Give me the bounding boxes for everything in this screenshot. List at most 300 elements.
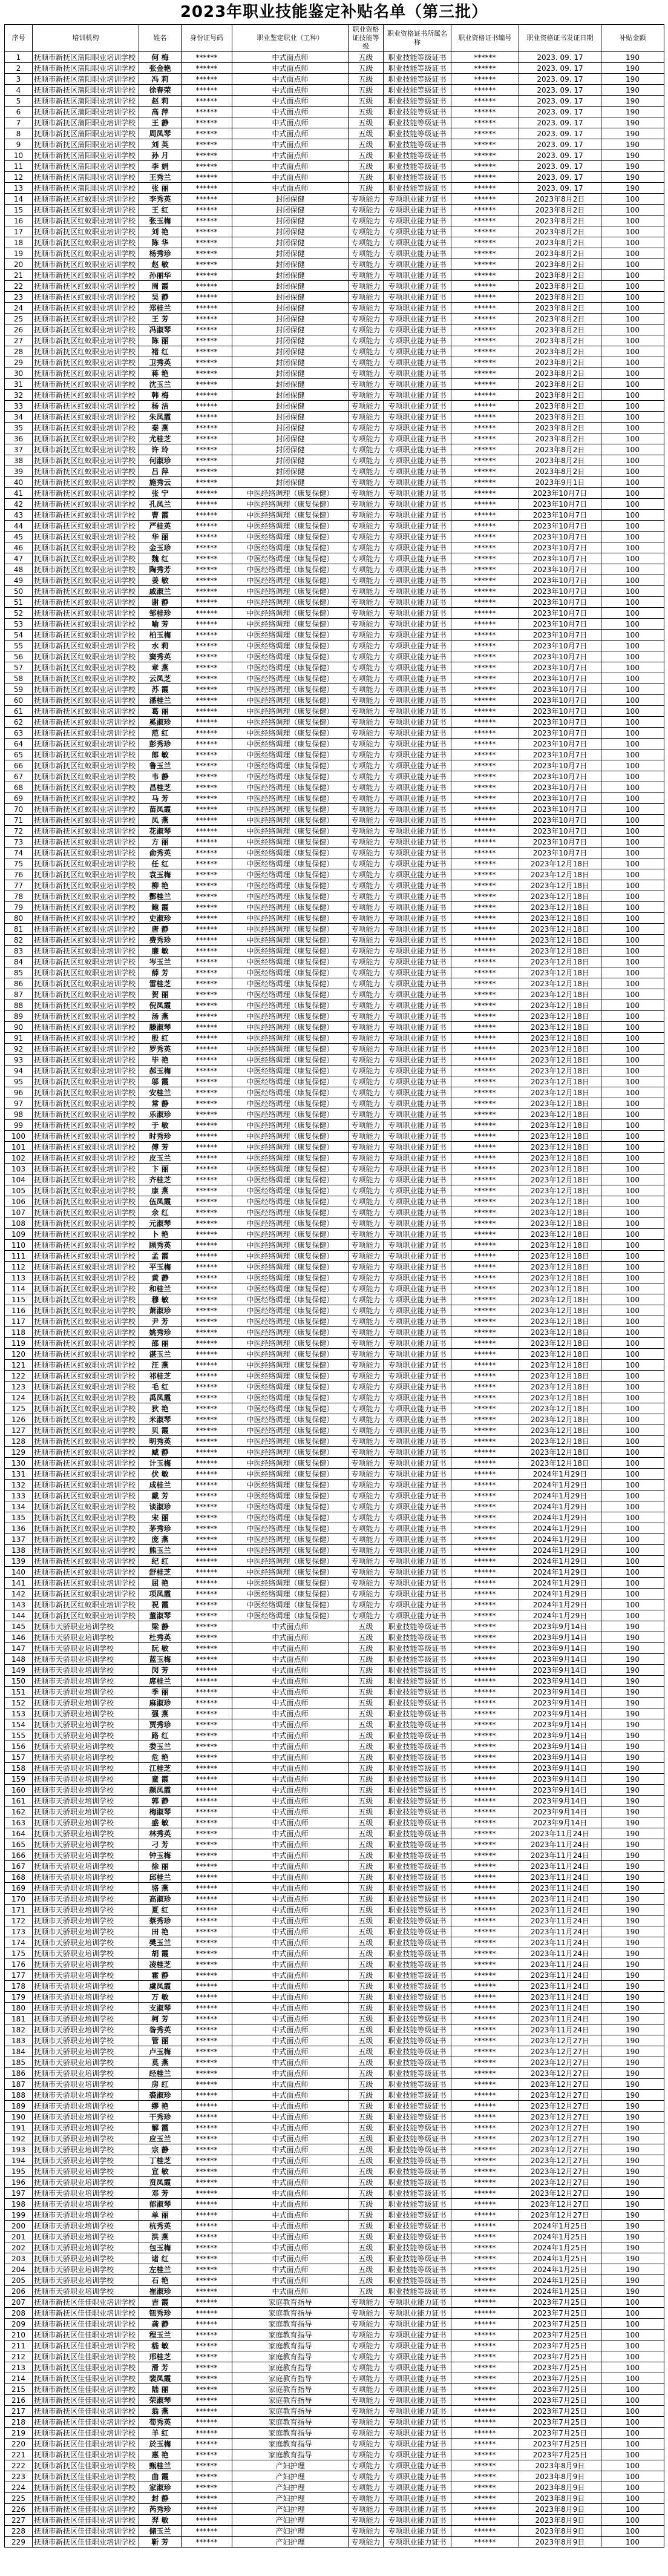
table-cell: 2023年12月27日: [519, 2090, 601, 2101]
table-cell: 家庭教育指导: [232, 2362, 349, 2373]
table-row: [5, 1109, 664, 1120]
table-cell: 2023年12月18日: [519, 1153, 601, 1164]
table-cell: 47: [5, 553, 33, 564]
table-cell: 抚顺市天骄职业培训学校: [33, 2046, 139, 2057]
table-cell: 职业技能等级证书: [384, 2221, 451, 2232]
table-cell: 刘 艳: [139, 226, 182, 237]
table-cell: ******: [182, 346, 232, 357]
table-cell: 荣淑琴: [139, 2395, 182, 2406]
table-cell: 2023年8月2日: [519, 270, 601, 281]
table-cell: 专项能力: [349, 815, 384, 826]
table-cell: 洪 燕: [139, 2232, 182, 2242]
table-cell: ******: [451, 161, 519, 172]
table-cell: 2023年12月18日: [519, 1316, 601, 1327]
table-cell: 于 敏: [139, 1120, 182, 1131]
table-row: [5, 1730, 664, 1741]
table-cell: 专项职业能力证书: [384, 194, 451, 205]
table-cell: 孙丽华: [139, 270, 182, 281]
table-row: [5, 1338, 664, 1349]
table-cell: ******: [451, 608, 519, 619]
table-row: [5, 1436, 664, 1447]
table-cell: ******: [451, 1349, 519, 1360]
table-cell: 2023年12月27日: [519, 2101, 601, 2112]
table-cell: 卫秀英: [139, 357, 182, 368]
table-cell: ******: [182, 1294, 232, 1305]
table-cell: ******: [451, 2482, 519, 2493]
table-cell: ******: [182, 2188, 232, 2199]
table-cell: ******: [451, 1458, 519, 1469]
table-cell: 五级: [349, 1959, 384, 1970]
table-row: [5, 2275, 664, 2286]
table-cell: ******: [451, 1327, 519, 1338]
table-cell: 213: [5, 2362, 33, 2373]
table-cell: 抚顺市新抚区佳佳职业培训学校: [33, 2515, 139, 2526]
table-cell: 抚顺市新抚区红蚁职业培训学校: [33, 1501, 139, 1512]
table-row: [5, 1523, 664, 1534]
table-cell: 穆 敏: [139, 1294, 182, 1305]
table-cell: 2023年9月14日: [519, 1774, 601, 1785]
table-cell: 抚顺市新抚区佳佳职业培训学校: [33, 2460, 139, 2471]
col-header: 职业资格证书编号: [451, 25, 519, 52]
table-cell: 100: [601, 346, 664, 357]
table-cell: ******: [182, 139, 232, 150]
table-cell: 冯 莉: [139, 74, 182, 85]
table-cell: 专项职业能力证书: [384, 564, 451, 575]
table-cell: ******: [451, 967, 519, 978]
table-cell: 100: [601, 706, 664, 717]
table-cell: 五级: [349, 1730, 384, 1741]
table-cell: 88: [5, 1000, 33, 1011]
table-cell: 专项能力: [349, 880, 384, 891]
table-cell: 2023年12月27日: [519, 2079, 601, 2090]
table-cell: 118: [5, 1327, 33, 1338]
table-cell: 61: [5, 706, 33, 717]
table-row: [5, 335, 664, 346]
table-cell: 100: [601, 586, 664, 597]
table-cell: 专项职业能力证书: [384, 869, 451, 880]
table-cell: ******: [451, 1937, 519, 1948]
table-cell: 101: [5, 1142, 33, 1153]
table-cell: 陆 丽: [139, 2384, 182, 2395]
table-row: [5, 1916, 664, 1926]
table-cell: 抚顺市新抚区红蚁职业培训学校: [33, 346, 139, 357]
table-cell: 华 丽: [139, 532, 182, 542]
table-cell: 176: [5, 1959, 33, 1970]
table-row: [5, 303, 664, 314]
table-cell: 丁桂芝: [139, 2155, 182, 2166]
table-cell: 抚顺市新抚区佳佳职业培训学校: [33, 2537, 139, 2548]
table-cell: 五级: [349, 2079, 384, 2090]
table-cell: 职业技能等级证书: [384, 1763, 451, 1774]
table-row: [5, 935, 664, 946]
table-cell: 中式面点师: [232, 1796, 349, 1807]
table-cell: 专项能力: [349, 2504, 384, 2515]
table-cell: 抚顺市新抚区红蚁职业培训学校: [33, 989, 139, 1000]
table-cell: 100: [601, 1599, 664, 1610]
table-cell: 210: [5, 2330, 33, 2340]
table-cell: 100: [601, 2493, 664, 2504]
table-cell: 190: [601, 1872, 664, 1883]
table-cell: 专项能力: [349, 1011, 384, 1022]
table-cell: ******: [182, 2406, 232, 2417]
table-cell: 中医经络调理（康复保健）: [232, 1491, 349, 1501]
table-cell: 封闭保健: [232, 368, 349, 379]
table-cell: 李秀英: [139, 194, 182, 205]
table-cell: 专项职业能力证书: [384, 2526, 451, 2537]
table-cell: ******: [451, 2123, 519, 2133]
table-cell: ******: [182, 1153, 232, 1164]
table-cell: ******: [182, 281, 232, 292]
table-cell: 100: [601, 1185, 664, 1196]
table-cell: 2024年1月29日: [519, 1610, 601, 1621]
table-cell: ******: [451, 1741, 519, 1752]
table-cell: 专项能力: [349, 510, 384, 521]
table-cell: 职业技能等级证书: [384, 1872, 451, 1883]
table-cell: 抚顺市新抚区红蚁职业培训学校: [33, 270, 139, 281]
table-cell: 封闭保健: [232, 216, 349, 226]
table-cell: 裘淑珍: [139, 2090, 182, 2101]
table-cell: 专项职业能力证书: [384, 1534, 451, 1545]
table-cell: 专项职业能力证书: [384, 673, 451, 684]
table-cell: 高 萍: [139, 107, 182, 117]
table-cell: ******: [451, 2221, 519, 2232]
table-cell: 138: [5, 1545, 33, 1556]
table-row: [5, 2057, 664, 2068]
table-cell: 职业技能等级证书: [384, 150, 451, 161]
table-cell: 2023. 09. 17: [519, 107, 601, 117]
table-cell: ******: [182, 2286, 232, 2297]
table-cell: 余 红: [139, 1207, 182, 1218]
table-cell: 储玉兰: [139, 2526, 182, 2537]
table-cell: 卜 艳: [139, 1229, 182, 1240]
table-row: [5, 1872, 664, 1883]
table-cell: 抚顺市新抚区红蚁职业培训学校: [33, 1262, 139, 1273]
table-row: [5, 1937, 664, 1948]
table-cell: 100: [601, 2330, 664, 2340]
table-cell: 79: [5, 902, 33, 913]
table-cell: 39: [5, 466, 33, 477]
table-cell: 抚顺市天骄职业培训学校: [33, 1916, 139, 1926]
table-cell: 190: [601, 2112, 664, 2123]
table-cell: 2024年1月29日: [519, 1512, 601, 1523]
table-cell: 抚顺市新抚区红蚁职业培训学校: [33, 1523, 139, 1534]
table-cell: 专项职业能力证书: [384, 1000, 451, 1011]
table-cell: 中医经络调理（康复保健）: [232, 1458, 349, 1469]
table-cell: 抚顺市天骄职业培训学校: [33, 2232, 139, 2242]
table-cell: 专项能力: [349, 662, 384, 673]
table-cell: 顾秀英: [139, 1240, 182, 1251]
table-cell: 100: [601, 216, 664, 226]
table-cell: 100: [601, 608, 664, 619]
table-cell: ******: [451, 532, 519, 542]
table-cell: 190: [601, 2232, 664, 2242]
table-cell: 专项职业能力证书: [384, 1327, 451, 1338]
table-cell: 抚顺市新抚区红蚁职业培训学校: [33, 433, 139, 444]
table-cell: 2023年12月18日: [519, 1338, 601, 1349]
table-cell: 中式面点师: [232, 1621, 349, 1632]
table-cell: 中医经络调理（康复保健）: [232, 858, 349, 869]
table-cell: 抚顺市新抚区红蚁职业培训学校: [33, 1240, 139, 1251]
table-cell: 中医经络调理（康复保健）: [232, 619, 349, 630]
table-cell: 中医经络调理（康复保健）: [232, 749, 349, 760]
table-cell: 45: [5, 532, 33, 542]
table-row: [5, 2515, 664, 2526]
table-cell: ******: [451, 1000, 519, 1011]
table-cell: 专项能力: [349, 216, 384, 226]
table-cell: 100: [601, 1556, 664, 1567]
table-cell: 抚顺市天骄职业培训学校: [33, 1959, 139, 1970]
table-cell: 专项能力: [349, 444, 384, 455]
table-cell: 专项职业能力证书: [384, 1044, 451, 1055]
table-cell: 抚顺市新抚区红蚁职业培训学校: [33, 1327, 139, 1338]
table-cell: 专项能力: [349, 1066, 384, 1076]
table-cell: 81: [5, 924, 33, 935]
table-cell: 127: [5, 1425, 33, 1436]
table-cell: 抚顺市新抚区红蚁职业培训学校: [33, 728, 139, 739]
table-cell: ******: [451, 2275, 519, 2286]
table-cell: 专项职业能力证书: [384, 1436, 451, 1447]
table-cell: 抚顺市新抚区佳佳职业培训学校: [33, 2297, 139, 2308]
table-cell: 100: [601, 444, 664, 455]
table-cell: 许 玲: [139, 444, 182, 455]
table-cell: 专项能力: [349, 248, 384, 259]
table-cell: 2023年12月18日: [519, 1305, 601, 1316]
table-row: [5, 542, 664, 553]
table-cell: 封闭保健: [232, 444, 349, 455]
table-cell: 100: [601, 1174, 664, 1185]
table-cell: 2023年11月24日: [519, 1926, 601, 1937]
table-cell: ******: [451, 1196, 519, 1207]
table-cell: ******: [182, 2101, 232, 2112]
table-cell: 抚顺市新抚区红蚁职业培训学校: [33, 1273, 139, 1283]
table-cell: 专项能力: [349, 270, 384, 281]
table-cell: ******: [451, 412, 519, 423]
table-cell: 郑桂兰: [139, 303, 182, 314]
table-cell: 100: [601, 455, 664, 466]
table-cell: 100: [601, 641, 664, 651]
table-cell: 100: [601, 1283, 664, 1294]
table-cell: 五级: [349, 1752, 384, 1763]
table-cell: 153: [5, 1708, 33, 1719]
table-row: [5, 368, 664, 379]
table-cell: 中式面点师: [232, 2014, 349, 2024]
table-cell: ******: [451, 281, 519, 292]
table-cell: 14: [5, 194, 33, 205]
table-cell: 五级: [349, 2199, 384, 2210]
table-cell: 抚顺市新抚区红蚁职业培训学校: [33, 357, 139, 368]
table-cell: 100: [601, 1164, 664, 1174]
table-cell: 中医经络调理（康复保健）: [232, 1011, 349, 1022]
table-cell: ******: [182, 1283, 232, 1294]
table-cell: 抚顺市新抚区红蚁职业培训学校: [33, 793, 139, 804]
table-cell: 夏 红: [139, 1905, 182, 1916]
table-cell: 五级: [349, 1839, 384, 1850]
table-cell: 周 霞: [139, 281, 182, 292]
table-cell: 职业技能等级证书: [384, 1774, 451, 1785]
table-cell: 190: [601, 183, 664, 194]
table-header-row: [5, 25, 664, 52]
table-row: [5, 2406, 664, 2417]
table-cell: ******: [182, 597, 232, 608]
table-cell: 专项职业能力证书: [384, 270, 451, 281]
table-cell: 曲 霞: [139, 2471, 182, 2482]
table-cell: 抚顺市新抚区红蚁职业培训学校: [33, 1153, 139, 1164]
table-cell: ******: [451, 575, 519, 586]
table-cell: 抚顺市新抚区蒲阳职业培训学校: [33, 117, 139, 128]
table-cell: 中式面点师: [232, 161, 349, 172]
table-cell: 抚顺市天骄职业培训学校: [33, 1763, 139, 1774]
table-cell: 190: [601, 96, 664, 107]
table-cell: 中式面点师: [232, 128, 349, 139]
table-cell: 专项能力: [349, 2297, 384, 2308]
table-cell: 家庭教育指导: [232, 2319, 349, 2330]
table-cell: 抚顺市新抚区红蚁职业培训学校: [33, 390, 139, 401]
table-cell: ******: [451, 150, 519, 161]
table-cell: 2023年8月9日: [519, 2460, 601, 2471]
table-row: [5, 1055, 664, 1066]
table-cell: 家庭教育指导: [232, 2308, 349, 2319]
table-cell: 专项职业能力证书: [384, 205, 451, 216]
table-row: [5, 466, 664, 477]
table-cell: 2023年11月24日: [519, 2014, 601, 2024]
table-cell: 薛 芳: [139, 967, 182, 978]
table-cell: 180: [5, 2003, 33, 2014]
table-cell: 专项能力: [349, 401, 384, 412]
table-cell: 专项职业能力证书: [384, 771, 451, 782]
table-cell: 161: [5, 1796, 33, 1807]
table-cell: 抚顺市天骄职业培训学校: [33, 1687, 139, 1698]
table-cell: 100: [601, 1414, 664, 1425]
table-cell: 100: [601, 1240, 664, 1251]
table-cell: ******: [451, 444, 519, 455]
table-row: [5, 2439, 664, 2449]
table-cell: 专项职业能力证书: [384, 499, 451, 510]
table-cell: 专项能力: [349, 521, 384, 532]
table-cell: 五级: [349, 1719, 384, 1730]
table-cell: 专项能力: [349, 826, 384, 837]
table-cell: 狄 艳: [139, 1403, 182, 1414]
table-row: [5, 1098, 664, 1109]
table-cell: 专项职业能力证书: [384, 226, 451, 237]
table-cell: 专项职业能力证书: [384, 390, 451, 401]
table-cell: 职业技能等级证书: [384, 1970, 451, 1981]
table-cell: 邹桂珍: [139, 608, 182, 619]
table-cell: ******: [182, 826, 232, 837]
table-cell: 封闭保健: [232, 412, 349, 423]
table-cell: 2023. 09. 17: [519, 74, 601, 85]
table-cell: 2023年8月2日: [519, 433, 601, 444]
table-cell: 专项职业能力证书: [384, 1174, 451, 1185]
table-cell: 中式面点师: [232, 1894, 349, 1905]
table-row: [5, 1861, 664, 1872]
table-cell: 中式面点师: [232, 2242, 349, 2253]
table-cell: 中式面点师: [232, 74, 349, 85]
table-cell: 抚顺市新抚区红蚁职业培训学校: [33, 292, 139, 303]
table-cell: ******: [182, 1534, 232, 1545]
table-cell: 抚顺市新抚区红蚁职业培训学校: [33, 1044, 139, 1055]
table-cell: ******: [451, 1262, 519, 1273]
table-cell: 职业技能等级证书: [384, 1676, 451, 1687]
table-cell: 2023年9月14日: [519, 1785, 601, 1796]
table-cell: 抚顺市新抚区红蚁职业培训学校: [33, 1360, 139, 1371]
table-cell: ******: [182, 2090, 232, 2101]
table-cell: 纪 红: [139, 1556, 182, 1567]
table-cell: 抚顺市新抚区佳佳职业培训学校: [33, 2439, 139, 2449]
table-cell: ******: [451, 651, 519, 662]
table-cell: 2023年7月25日: [519, 2340, 601, 2351]
table-cell: 五级: [349, 1916, 384, 1926]
table-cell: 褚 红: [139, 346, 182, 357]
table-row: [5, 662, 664, 673]
table-cell: 100: [601, 2406, 664, 2417]
table-cell: 专项职业能力证书: [384, 1425, 451, 1436]
table-cell: 抚顺市新抚区红蚁职业培训学校: [33, 1447, 139, 1458]
table-cell: 专项能力: [349, 706, 384, 717]
table-row: [5, 52, 664, 63]
table-row: [5, 96, 664, 107]
table-cell: 封闭保健: [232, 237, 349, 248]
table-cell: 专项能力: [349, 913, 384, 924]
table-cell: 专项职业能力证书: [384, 641, 451, 651]
table-cell: 抚顺市天骄职业培训学校: [33, 1817, 139, 1828]
table-cell: 抚顺市新抚区红蚁职业培训学校: [33, 586, 139, 597]
table-cell: ******: [451, 477, 519, 488]
table-cell: 中医经络调理（康复保健）: [232, 1436, 349, 1447]
table-cell: 190: [601, 2003, 664, 2014]
table-cell: 69: [5, 793, 33, 804]
table-cell: 190: [601, 117, 664, 128]
table-cell: 中式面点师: [232, 2199, 349, 2210]
table-cell: 专项职业能力证书: [384, 2471, 451, 2482]
table-cell: 专项能力: [349, 1512, 384, 1523]
table-cell: 64: [5, 739, 33, 749]
table-cell: 70: [5, 804, 33, 815]
table-cell: 100: [601, 1589, 664, 1599]
table-cell: 专项职业能力证书: [384, 1120, 451, 1131]
table-cell: 2023年12月18日: [519, 1011, 601, 1022]
table-cell: 专项能力: [349, 379, 384, 390]
table-cell: 专项能力: [349, 423, 384, 433]
table-cell: 抚顺市新抚区红蚁职业培训学校: [33, 1055, 139, 1066]
table-cell: ******: [182, 1556, 232, 1567]
table-cell: ******: [182, 150, 232, 161]
table-cell: 干秀珍: [139, 2112, 182, 2123]
table-row: [5, 946, 664, 957]
table-cell: 100: [601, 2417, 664, 2428]
table-cell: 章 燕: [139, 662, 182, 673]
table-cell: 154: [5, 1719, 33, 1730]
table-cell: 郝玉梅: [139, 1066, 182, 1076]
table-cell: 中医经络调理（康复保健）: [232, 662, 349, 673]
table-cell: 137: [5, 1534, 33, 1545]
table-cell: ******: [451, 1610, 519, 1621]
table-cell: 韦 静: [139, 771, 182, 782]
table-cell: 专项能力: [349, 2330, 384, 2340]
table-cell: 100: [601, 194, 664, 205]
table-cell: 100: [601, 553, 664, 564]
table-cell: 中医经络调理（康复保健）: [232, 1120, 349, 1131]
table-cell: 职业技能等级证书: [384, 1948, 451, 1959]
table-cell: ******: [182, 2057, 232, 2068]
table-row: [5, 1774, 664, 1785]
table-cell: 抚顺市新抚区红蚁职业培训学校: [33, 837, 139, 848]
table-cell: 33: [5, 401, 33, 412]
table-cell: ******: [182, 630, 232, 641]
table-cell: 100: [601, 1316, 664, 1327]
table-cell: 专项职业能力证书: [384, 2395, 451, 2406]
table-row: [5, 673, 664, 684]
table-cell: ******: [451, 107, 519, 117]
